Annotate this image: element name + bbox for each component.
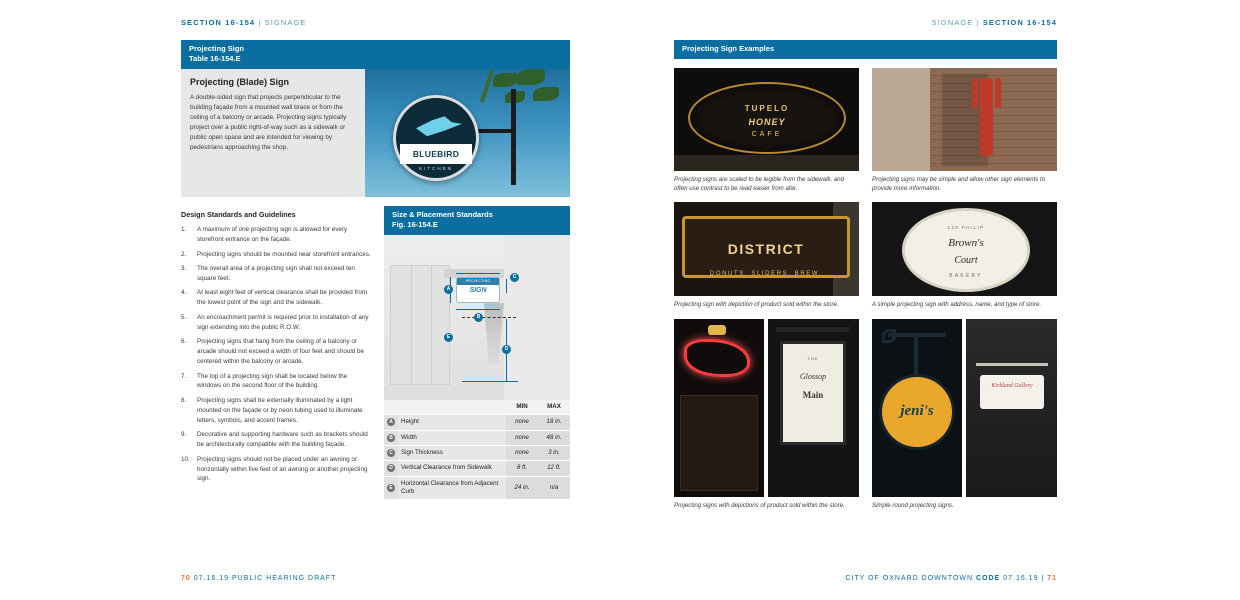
district-sign-photo [674, 202, 859, 296]
bluebird-sign-subname: KITCHEN [419, 166, 453, 172]
photo-pair-left [674, 319, 859, 497]
list-item-number: 5. [181, 313, 187, 321]
round-sign-panel [980, 375, 1044, 409]
row-max: 18 in. [538, 415, 570, 430]
standards-title: Design Standards and Guidelines [181, 210, 296, 220]
list-item [181, 337, 371, 367]
figure-header-title: Size & Placement Standards [392, 210, 493, 219]
list-item-text: Decorative and supporting hardware such as brackets should be architecturally compatible with the building façade. [197, 431, 368, 449]
example-caption: Projecting signs may be simple and allow other sign elements to provide more information. [872, 176, 1046, 193]
row-max: n/a [538, 476, 570, 499]
stucco-wall [872, 68, 930, 171]
dim-line-ground [462, 381, 518, 382]
fork-tine-icon [972, 78, 978, 108]
examples-row-2 [674, 202, 1057, 309]
sign-bracket [776, 327, 850, 332]
running-head-left-separator: | [258, 18, 262, 27]
list-item-text: Projecting signs that hang from the ceiling of a balcony or arcade should not exceed a width of four feet and should be centered within the balcony or arcade. [197, 338, 364, 366]
footer-text-left: 07.16.19 PUBLIC HEARING DRAFT [193, 575, 337, 582]
photo-ground [674, 155, 859, 171]
oval-sign-panel [688, 82, 846, 154]
left-page-content [181, 40, 570, 496]
row-min: 8 ft. [506, 461, 538, 476]
list-item-number: 4. [181, 289, 187, 297]
row-max: 48 in. [538, 430, 570, 445]
list-item-text: A maximum of one projecting sign is allowed for every storefront entrance on the façade. [197, 226, 348, 244]
figure-diagram [384, 235, 570, 400]
sign-panel [780, 341, 846, 445]
list-item [181, 372, 371, 392]
examples-header-title: Projecting Sign Examples [682, 44, 775, 53]
callout-badge-d: D [502, 345, 511, 354]
column-header-max: MAX [547, 403, 561, 411]
footer-page-number-left: 70 [181, 575, 191, 582]
footer-text-right: CITY OF OXNARD DOWNTOWN [845, 575, 974, 582]
definition-box [181, 69, 365, 197]
leaf-icon [533, 87, 559, 101]
list-item-text: At least eight feet of vertical clearance shall be provided from the lowest point of the sign and the sidewalk. [197, 289, 368, 307]
list-item-text: An encroachment permit is required prior to installation of any sign extending into the public R.O.W. [197, 313, 369, 331]
glossop-main-sign-photo [768, 319, 859, 497]
projecting-sign-header-title: Projecting Sign [189, 44, 245, 53]
sign-line-1: THE [807, 355, 819, 361]
list-item-number: 3. [181, 265, 187, 273]
definition-body: A double-sided sign that projects perpendicular to the building façade from a mounted wall brace or from the ceiling of a balcony or arcade. Projecting signs typically project over a public right-of-way such as a sidewalk or public open space and are intended for viewing by pedestrians approaching the shop. [190, 94, 347, 151]
list-item-text: Projecting signs should be mounted near storefront entrances. [197, 250, 371, 258]
diagram-sign-name-text: SIGN [469, 287, 487, 295]
neon-pig-sign-photo [674, 319, 764, 497]
dim-line-width [456, 309, 500, 310]
list-item-text: Projecting signs should not be placed under an awning or horizontally within five feet of an awning or another projecting sign. [197, 455, 368, 483]
footer-page-number-right: 71 [1047, 575, 1057, 582]
examples-header [674, 40, 1057, 59]
row-min: none [506, 445, 538, 460]
definition-row [181, 69, 570, 197]
list-item [181, 225, 371, 245]
fork-tine-icon [995, 78, 1001, 108]
footer-code-label: CODE [976, 575, 1001, 582]
projecting-sign-header [181, 40, 570, 69]
example-caption: Simple round projecting signs. [872, 501, 954, 509]
list-item-number: 10. [181, 455, 190, 463]
sign-line-4: BAKERY [949, 273, 983, 280]
right-page-content [674, 40, 1057, 510]
figure-block [384, 206, 570, 499]
fork-sign-photo [872, 68, 1057, 171]
running-head-left-topic: SIGNAGE [264, 18, 307, 27]
footer-right [845, 575, 1057, 582]
callout-badge-a: A [444, 285, 453, 294]
tupelo-sign-photo [674, 68, 859, 171]
example-caption: Projecting signs are scaled to be legible from the sidewalk, and often use contrast to be read easier from afar. [674, 176, 845, 193]
example-caption: A simple projecting sign with address, name, and type of store. [872, 301, 1042, 309]
example-round-signs [872, 319, 1057, 510]
running-head-right-section: SECTION 16-154 [982, 18, 1057, 27]
footer-date-right: 07.16.19 [1003, 575, 1039, 582]
callout-badge-d: D [387, 464, 395, 472]
tree-branch [480, 69, 494, 103]
sign-line-2: Glossop [799, 371, 827, 381]
table-row [384, 430, 570, 445]
storefront-window [390, 265, 450, 385]
example-fork [872, 68, 1057, 193]
definition-title: Projecting (Blade) Sign [190, 77, 290, 88]
row-label: Sign Thickness [398, 445, 506, 460]
row-label: Vertical Clearance from Sidewalk [398, 461, 506, 476]
dim-line-thickness [506, 279, 507, 293]
sign-line-1: Kirkland Gallery [991, 382, 1033, 389]
sign-line-2: DONUTS. SLIDERS. BREW. [709, 271, 823, 278]
storefront-window [680, 395, 758, 491]
examples-row-3 [674, 319, 1057, 510]
list-item-text: The overall area of a projecting sign shall not exceed ten square feet. [197, 265, 355, 282]
row-label: Height [398, 415, 506, 430]
dim-dash-clearance [462, 317, 516, 318]
photo-pair-right [872, 319, 1057, 497]
list-item-number: 2. [181, 250, 187, 258]
list-item-text: Projecting signs shall be externally illuminated by a light mounted on the façade or by neon tubing used to illuminate letters, symbols, and accent frames. [197, 396, 363, 424]
row-key [384, 430, 398, 445]
leaf-icon [493, 73, 517, 87]
sign-bracket-arm [976, 363, 1048, 366]
row-max: 12 ft. [538, 461, 570, 476]
fork-icon [980, 78, 993, 156]
list-item-number: 9. [181, 431, 187, 439]
example-neon-glossop [674, 319, 859, 510]
running-head-left [181, 18, 307, 27]
callout-badge-c: C [387, 449, 395, 457]
row-key [384, 445, 398, 460]
sign-line-1: jeni's [900, 402, 934, 419]
bluebird-round-sign [393, 95, 479, 181]
running-head-right-topic: SIGNAGE [931, 18, 974, 27]
sign-panel [682, 216, 850, 278]
sign-bracket-arm [475, 129, 515, 133]
list-item [181, 250, 371, 260]
sign-bracket-post [914, 333, 918, 379]
list-item [181, 313, 371, 333]
leaf-icon [517, 69, 545, 85]
bluebird-sign-photo [365, 69, 570, 197]
browns-court-sign-photo [872, 202, 1057, 296]
running-head-right [932, 18, 1058, 27]
window-mullion [431, 266, 432, 384]
window-mullion [411, 266, 412, 384]
size-placement-table [384, 414, 570, 499]
table-row [384, 415, 570, 430]
footer-separator-right: | [1041, 575, 1045, 582]
bluebird-sign-name: BLUEBIRD [400, 144, 472, 164]
callout-badge-b: B [387, 434, 395, 442]
figure-header [384, 206, 570, 235]
row-key [384, 476, 398, 499]
sign-line-1: 128 PHILIP [947, 225, 985, 231]
row-min: 24 in. [506, 476, 538, 499]
table-row [384, 445, 570, 460]
oval-sign-panel [902, 208, 1030, 292]
running-head-left-section: SECTION 16-154 [181, 18, 256, 27]
figure-header-subtitle: Fig. 16-154.E [392, 220, 438, 230]
example-district [674, 202, 859, 309]
list-item [181, 396, 371, 426]
callout-badge-b: B [474, 313, 483, 322]
footer-left [181, 575, 336, 582]
table-row [384, 476, 570, 499]
examples-row-1 [674, 68, 1057, 193]
column-header-min: MIN [516, 403, 528, 411]
diagram-blade-sign [456, 277, 500, 303]
neon-animal-icon [684, 339, 750, 377]
callout-badge-e: E [387, 484, 395, 492]
example-browns-court [872, 202, 1057, 309]
diagram-sign-header-text: PROJECTING [457, 278, 499, 285]
row-label: Width [398, 430, 506, 445]
sign-line-3: Main [802, 389, 824, 400]
example-tupelo [674, 68, 859, 193]
row-label: Horizontal Clearance from Adjacent Curb [398, 476, 506, 499]
sign-line-2: HONEY [748, 117, 786, 128]
projecting-sign-header-subtitle: Table 16-154.E [189, 54, 241, 64]
callout-badge-a: A [387, 418, 395, 426]
jenis-sign-photo [872, 319, 962, 497]
running-head-right-separator: | [976, 18, 980, 27]
gooseneck-lamp-icon [708, 325, 726, 335]
table-row [384, 461, 570, 476]
list-item [181, 264, 371, 284]
list-item [181, 455, 371, 485]
example-caption: Projecting sign with depiction of product sold within the store. [674, 301, 839, 309]
standards-list [181, 225, 371, 484]
list-item-text: The top of a projecting sign shall be located below the windows on the second floor of the building. [197, 372, 348, 390]
list-item [181, 430, 371, 450]
sign-line-1: DISTRICT [727, 241, 805, 258]
table-column-headers [384, 400, 570, 414]
example-caption: Projecting signs with depictions of product sold within the store. [674, 501, 845, 509]
row-min: none [506, 415, 538, 430]
sign-post [511, 89, 516, 185]
list-item-number: 6. [181, 338, 187, 346]
list-item-number: 7. [181, 372, 187, 380]
callout-badge-c: C [510, 273, 519, 282]
row-key [384, 415, 398, 430]
sign-line-2: Brown's [948, 237, 984, 250]
dim-line-width-top [456, 273, 500, 274]
kirkland-gallery-sign-photo [966, 319, 1057, 497]
bird-icon [416, 116, 462, 136]
row-key [384, 461, 398, 476]
sign-line-3: Court [954, 255, 978, 267]
sign-line-1: TUPELO [744, 104, 790, 114]
list-item-number: 1. [181, 226, 187, 234]
row-min: none [506, 430, 538, 445]
callout-badge-e: E [444, 333, 453, 342]
list-item [181, 288, 371, 308]
list-item-number: 8. [181, 396, 187, 404]
scroll-bracket-icon [882, 329, 896, 343]
row-max: 3 in. [538, 445, 570, 460]
sign-line-3: CAFE [751, 131, 783, 139]
